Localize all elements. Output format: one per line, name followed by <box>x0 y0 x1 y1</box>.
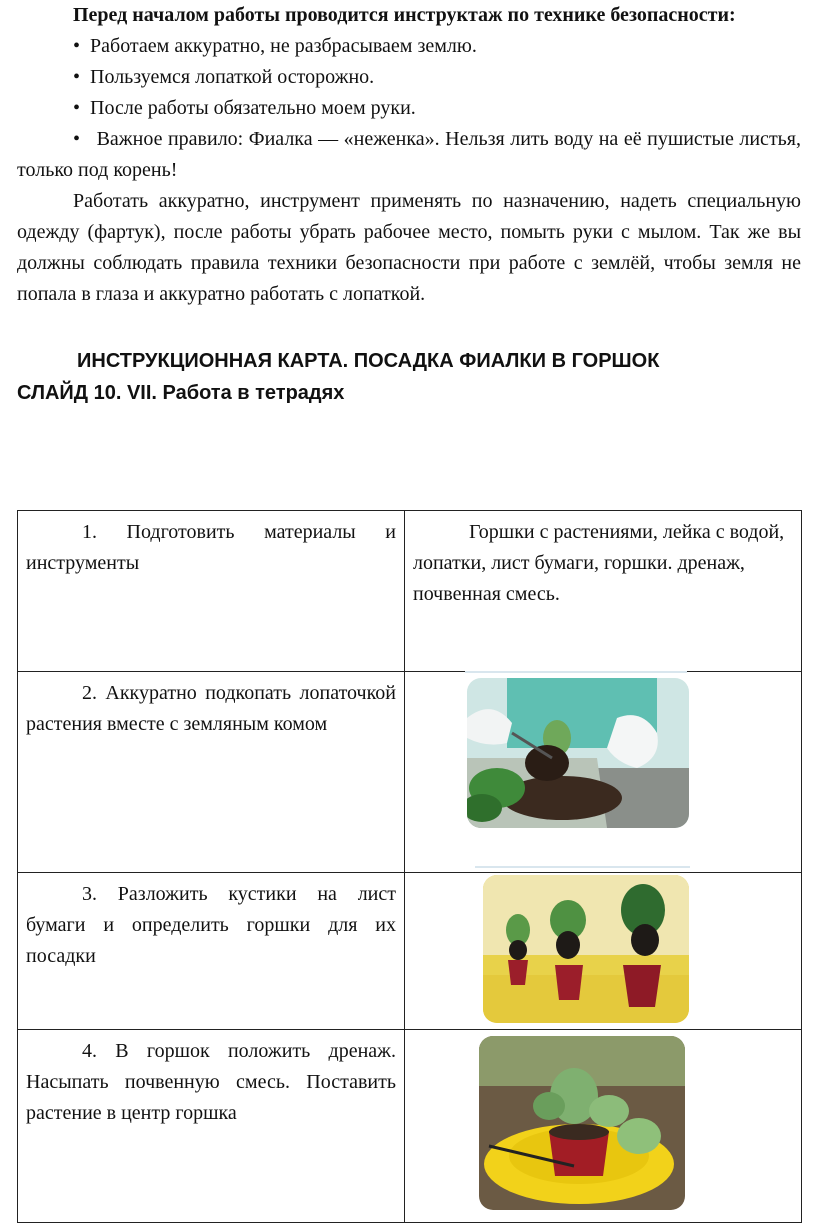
bullet-mark: • <box>73 128 81 150</box>
photo-cell <box>405 873 802 1030</box>
safety-paragraph: Работать аккуратно, инструмент применять по назначению, надеть специальную одежду (фартук), после работы убрать рабочее место, помыть руки с мылом. Так же вы должны соблюдать правила техники безопасности при работе с землёй, чтобы земля не попала в глаза и аккуратно работать с лопаткой. <box>17 190 801 305</box>
photo-cell <box>405 1030 802 1223</box>
step-text: 3. Разложить кустики на лист бумаги и определить горшки для их посадки <box>26 883 396 967</box>
step-cell <box>18 672 405 873</box>
bullet-1: • Работаем аккуратно, не разбрасываем землю. <box>73 35 477 57</box>
heading-title: ИНСТРУКЦИОННАЯ КАРТА. ПОСАДКА ФИАЛКИ В ГОРШОК <box>77 350 660 372</box>
bullet-mark: • <box>73 97 81 119</box>
table-row <box>18 511 802 672</box>
instruction-table <box>17 510 802 1223</box>
table-row <box>18 672 802 873</box>
photo-cell <box>405 672 802 873</box>
bullet-4: • Важное правило: Фиалка — «неженка». Нельзя лить воду на её пушистые листья, только под корень! <box>17 128 801 181</box>
step-text: 2. Аккуратно подкопать лопаточкой растения вместе с земляным комом <box>26 682 396 735</box>
table-row <box>18 1030 802 1223</box>
step-cell <box>18 1030 405 1223</box>
step-text: 4. В горшок положить дренаж. Насыпать почвенную смесь. Поставить растение в центр горшка <box>26 1040 396 1124</box>
instruction-heading <box>17 345 801 409</box>
bullet-2: • Пользуемся лопаткой осторожно. <box>73 66 375 88</box>
step-cell <box>18 873 405 1030</box>
bullet-mark: • <box>73 35 81 57</box>
pots-photo <box>483 875 689 1023</box>
planting-photo <box>479 1036 685 1210</box>
table-row <box>18 873 802 1030</box>
safety-intro: Перед началом работы проводится инструктаж по технике безопасности: <box>73 4 736 26</box>
materials-text: Горшки с растениями, лейка с водой, лопатки, лист бумаги, горшки. дренаж, почвенная смесь. <box>413 521 785 605</box>
digging-photo <box>467 678 689 828</box>
bullet-mark: • <box>73 66 81 88</box>
heading-subtitle: СЛАЙД 10. VII. Работа в тетрадях <box>17 382 345 404</box>
document-page <box>17 0 801 409</box>
step-cell <box>18 511 405 672</box>
step-text: 1. Подготовить материалы и инструменты <box>26 521 396 574</box>
bullet-3: • После работы обязательно моем руки. <box>73 97 416 119</box>
materials-cell <box>405 511 802 672</box>
